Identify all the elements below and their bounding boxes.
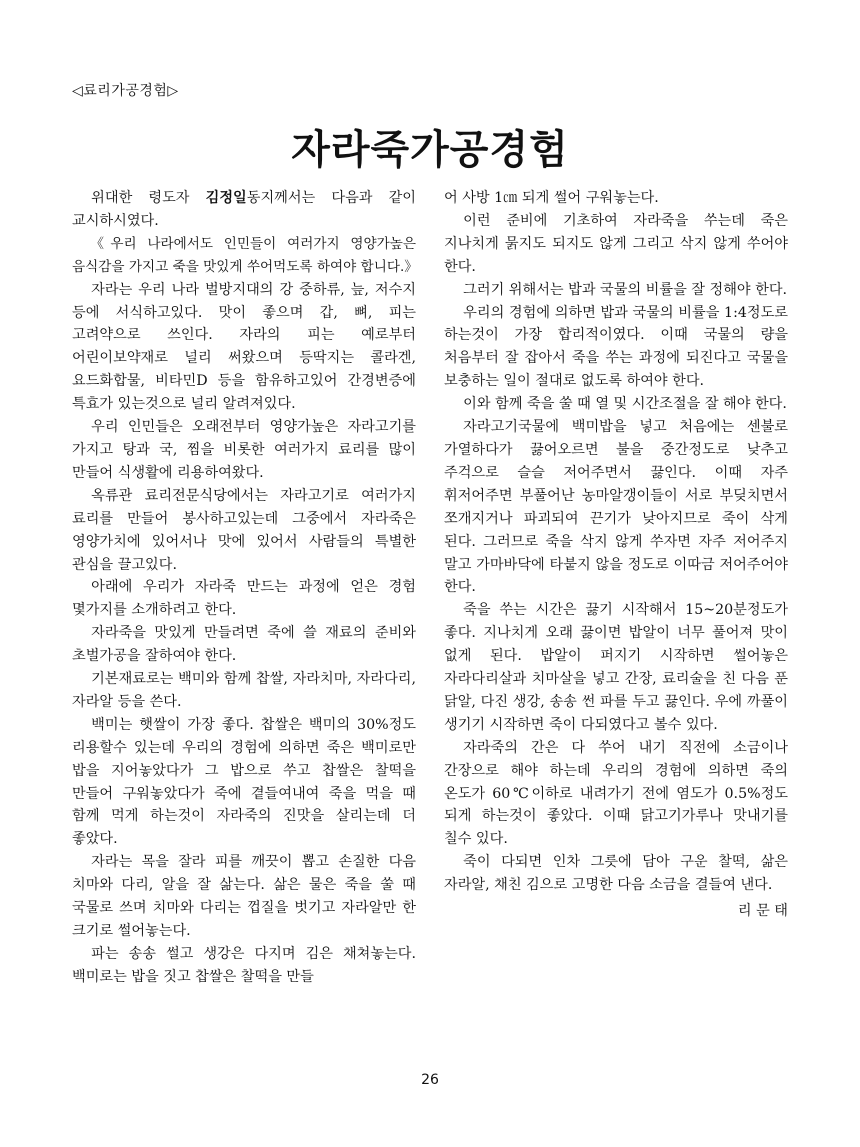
article-title: 자라죽가공경험 [291, 127, 569, 173]
body-paragraph: 이와 함께 죽을 쑬 때 열 및 시간조절을 잘 해야 한다. [463, 396, 787, 413]
left-column [72, 187, 416, 989]
body-paragraph: 자라죽을 맛있게 만들려면 죽에 쓸 재료의 준비와 초벌가공을 잘하여야 한다. [72, 625, 416, 665]
body-paragraph: 기본재료로는 백미와 함께 찹쌀, 자라치마, 자라다리, 자라알 등을 쓴다. [72, 671, 416, 710]
quote-paragraph: 《우리 나라에서도 인민들이 여러가지 영양가높은 음식감을 가지고 죽을 맛있게 쑤어먹도록 하여야 합니다.》 [72, 235, 418, 275]
leader-name: 김정일 [205, 190, 247, 206]
body-paragraph: 자라죽의 간은 다 쑤어 내기 직전에 소금이나 간장으로 해야 하는데 우리의 경험에 의하면 죽의 온도가 60℃이하로 내려가기 전에 염도가 0.5%정도 되게 하는것이 좋았다. 이때 닭고기가루나 맛내기를 칠수 있다. [444, 739, 788, 848]
body-paragraph: 아래에 우리가 자라죽 만드는 과정에 얻은 경험 몇가지를 소개하려고 한다. [72, 579, 416, 619]
body-paragraph: 백미는 햇쌀이 가장 좋다. 찹쌀은 백미의 30%정도 리용할수 있는데 우리의 경험에 의하면 죽은 백미로만 밥을 지어놓았다가 그 밥으로 쑤고 찹쌀은 찰떡을 만들어 구워놓았다가 죽에 곁들여내여 죽을 먹을 때 함께 먹게 하는것이 자라죽의 진맛을 살리는데 더 좋았다. [72, 716, 416, 848]
body-paragraph: 그러기 위해서는 밥과 국물의 비률을 잘 정해야 한다. [463, 281, 788, 298]
body-paragraph: 옥류관 료리전문식당에서는 자라고기로 여러가지 료리를 만들어 봉사하고있는데 그중에서 자라죽은 영양가치에 있어서나 맛에 있어서 사람들의 특별한 관심을 끌고있다. [72, 487, 416, 573]
body-paragraph: 자라는 목을 잘라 피를 깨끗이 뽑고 손질한 다음 치마와 다리, 알을 잘 삶는다. 삶은 물은 죽을 쑬 때 국물로 쓰며 치마와 다리는 껍질을 벗기고 자라알만 한 크기로 썰어놓는다. [72, 854, 416, 939]
body-paragraph: 우리 인민들은 오래전부터 영양가높은 자라고기를 가지고 탕과 국, 찜을 비롯한 여러가지 료리를 많이 만들어 식생활에 리용하여왔다. [72, 419, 416, 481]
right-column [444, 187, 788, 923]
intro-suffix: 동지께서는 다음과 같이 교시하시였다. [72, 190, 416, 229]
intro-paragraph [72, 187, 416, 233]
body-paragraph: 파는 송송 썰고 생강은 다지며 김은 채쳐놓는다. 백미로는 밥을 짓고 찹쌀은 찰떡을 만들 [72, 945, 416, 985]
author-signature: 리 문 태 [737, 903, 788, 920]
body-paragraph: 죽을 쑤는 시간은 끓기 시작해서 15~20분정도가 좋다. 지나치게 오래 끓이면 밥알이 너무 풀어져 맛이 없게 된다. 밥알이 퍼지기 시작하면 썰어놓은 자라다리살과 치마살을 넣고 간장, 료리술을 친 다음 푼 닭알, 다진 생강, 송송 썬 파를 두고 끓인다. 우에 까풀이 생기기 시작하면 죽이 다되였다고 볼수 있다. [444, 602, 788, 733]
page-number: 26 [421, 1072, 439, 1088]
intro-prefix: 위대한 령도자 [91, 190, 206, 206]
body-paragraph: 자라고기국물에 백미밥을 넣고 처음에는 센불로 가열하다가 끓어오르면 불을 중간정도로 낮추고 주걱으로 슬슬 저어주면서 끓인다. 이때 자주 휘저어주면 부풀어난 농마알갱이들이 서로 부딪치면서 쪼개지거나 파괴되여 끈기가 낮아지므로 죽이 삭게 된다. 그러므로 죽을 삭지 않게 쑤자면 자주 저어주지 말고 가마바닥에 타붙지 않을 정도로 이따금 저어주어야 한다. [444, 419, 788, 596]
section-label: ◁료리가공경험▷ [72, 83, 179, 99]
continued-line: 어 사방 1㎝ 되게 썰어 구워놓는다. [444, 190, 659, 206]
body-paragraph: 죽이 다되면 인차 그릇에 담아 구운 찰떡, 삶은 자라알, 채친 김으로 고명한 다음 소금을 결들여 낸다. [444, 854, 788, 894]
body-paragraph: 이런 준비에 기초하여 자라죽을 쑤는데 죽은 지나치게 묽지도 되지도 않게 그리고 삭지 않게 쑤어야 한다. [444, 212, 788, 275]
body-paragraph: 자라는 우리 나라 벌방지대의 강 중하류, 늪, 저수지 등에 서식하고있다. 맛이 좋으며 갑, 뼈, 피는 고려약으로 쓰인다. 자라의 피는 예로부터 어린이보약재로 널리 써왔으며 등딱지는 콜라겐, 요드화합물, 비타민D 등을 함유하고있어 간경변증에 특효가 있는것으로 널리 알려져있다. [72, 281, 416, 413]
body-paragraph: 우리의 경험에 의하면 밥과 국물의 비률을 1:4정도로 하는것이 가장 합리적이였다. 이때 국물의 량을 처음부터 잘 잡아서 죽을 쑤는 과정에 되진다고 국물을 보충하는 일이 절대로 없도록 하여야 한다. [444, 304, 788, 390]
